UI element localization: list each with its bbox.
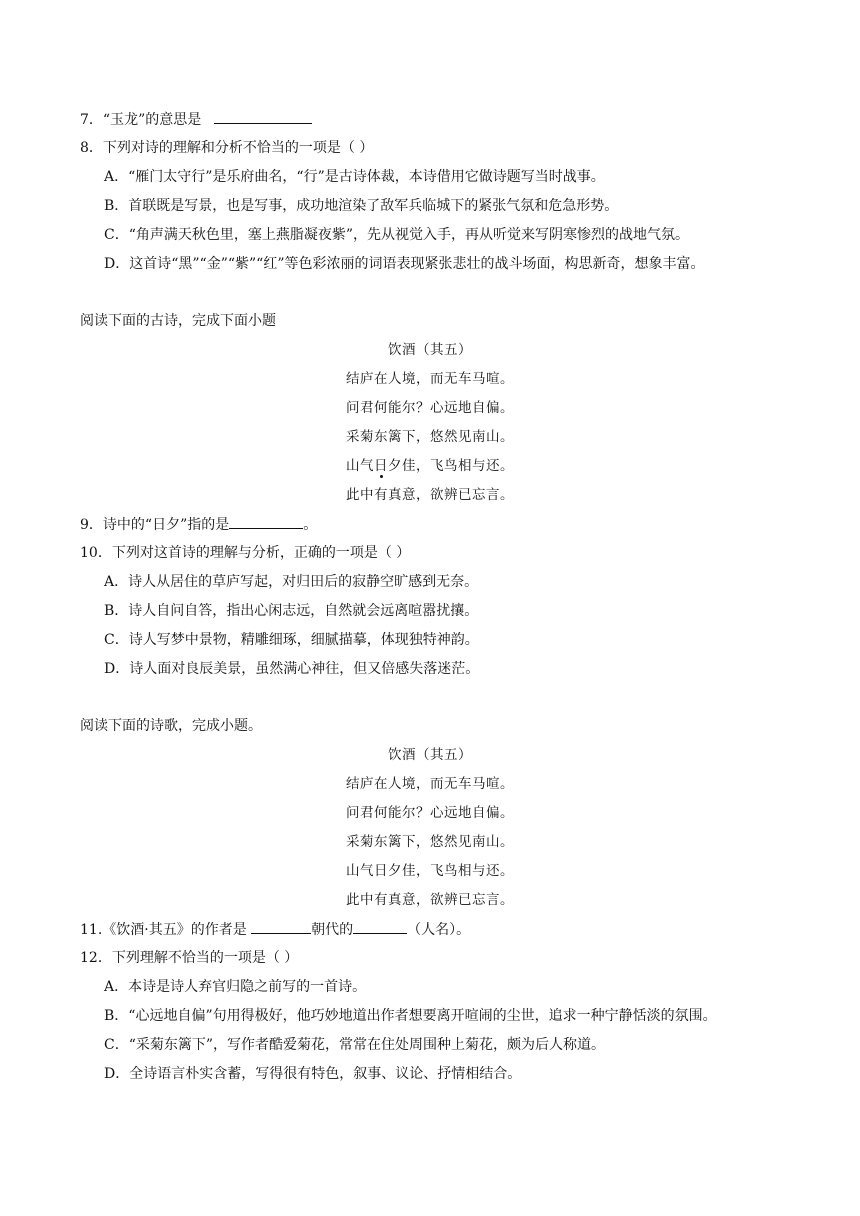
poem-title: 饮酒（其五） — [388, 342, 472, 358]
question-9-suffix: 。 — [303, 517, 318, 533]
question-12-option-a[interactable]: A．本诗是诗人弃官归隐之前写的一首诗。 — [104, 979, 367, 995]
question-8-stem: 8．下列对诗的理解和分析不恰当的一项是（ ） — [80, 140, 374, 156]
question-12-option-d[interactable]: D．全诗语言朴实含蓄，写得很有特色，叙事、议论、抒情相结合。 — [104, 1066, 522, 1082]
question-7-text: 7．“玉龙”的意思是 — [80, 112, 202, 128]
question-8-option-a[interactable]: A．“雁门太守行”是乐府曲名，“行”是古诗体裁，本诗借用它做诗题写当时战事。 — [104, 169, 605, 185]
answer-blank[interactable] — [214, 110, 312, 124]
answer-blank[interactable] — [353, 920, 407, 934]
question-9-text: 9．诗中的“日夕”指的是 — [80, 517, 230, 533]
poem-line: 结庐在人境，而无车马喧。 — [346, 371, 514, 387]
question-8-option-c[interactable]: C．“角声满天秋色里，塞上燕脂凝夜紫”，先从视觉入手，再从听觉来写阴寒惨烈的战地气氛。 — [104, 227, 690, 243]
question-11-suffix: （人名）。 — [407, 922, 471, 938]
question-10-stem: 10．下列对这首诗的理解与分析，正确的一项是（ ） — [80, 545, 411, 561]
question-10-option-a[interactable]: A．诗人从居住的草庐写起，对归田后的寂静空旷感到无奈。 — [104, 574, 479, 590]
question-8-option-d[interactable]: D．这首诗“黑”“金”“紫”“红”等色彩浓丽的词语表现紧张悲壮的战斗场面，构思新奇，想象丰富。 — [104, 256, 705, 272]
answer-blank[interactable] — [251, 920, 311, 934]
answer-blank[interactable] — [229, 515, 303, 529]
poem-line: 此中有真意，欲辨已忘言。 — [346, 892, 514, 908]
poem-line: 问君何能尔？心远地自偏。 — [346, 805, 514, 821]
question-11-text: 11.《饮酒·其五》的作者是 — [80, 922, 247, 938]
poem-line: 问君何能尔？心远地自偏。 — [346, 400, 514, 416]
question-11 — [80, 920, 470, 939]
question-12-option-b[interactable]: B．“心远地自偏”句用得极好，他巧妙地道出作者想要离开喧闹的尘世，追求一种宁静恬淡的氛围。 — [104, 1008, 717, 1024]
question-7 — [80, 110, 312, 129]
poem-title: 饮酒（其五） — [388, 747, 472, 763]
poem-line-part: 山气 — [346, 458, 374, 474]
question-11-middle: 朝代的 — [311, 922, 354, 938]
question-9 — [80, 515, 317, 534]
question-10-option-b[interactable]: B．诗人自问自答，指出心闲志远，自然就会远离喧嚣扰攘。 — [104, 603, 479, 619]
poem-line — [0, 457, 860, 475]
question-12-stem: 12．下列理解不恰当的一项是（ ） — [80, 950, 299, 966]
question-12-option-c[interactable]: C．“采菊东篱下”，写作者酷爱菊花，常常在住处周围种上菊花，颇为后人称道。 — [104, 1037, 606, 1053]
question-10-option-d[interactable]: D．诗人面对良辰美景，虽然满心神往，但又倍感失落迷茫。 — [104, 661, 480, 677]
poem-line: 此中有真意，欲辨已忘言。 — [346, 487, 514, 503]
poem-line: 结庐在人境，而无车马喧。 — [346, 776, 514, 792]
section-2-intro: 阅读下面的古诗，完成下面小题 — [80, 313, 276, 329]
poem-line: 山气日夕佳，飞鸟相与还。 — [346, 863, 514, 879]
poem-line: 采菊东篱下，悠然见南山。 — [346, 429, 514, 445]
section-3-intro: 阅读下面的诗歌，完成小题。 — [80, 718, 262, 734]
poem-line-part: 夕佳，飞鸟相与还。 — [388, 458, 514, 474]
question-8-option-b[interactable]: B．首联既是写景，也是写事，成功地渲染了敌军兵临城下的紧张气氛和危急形势。 — [104, 198, 619, 214]
poem-line: 采菊东篱下，悠然见南山。 — [346, 834, 514, 850]
emphasis-mark: 日 — [374, 458, 388, 474]
question-10-option-c[interactable]: C．诗人写梦中景物，精雕细琢，细腻描摹，体现独特神韵。 — [104, 632, 479, 648]
